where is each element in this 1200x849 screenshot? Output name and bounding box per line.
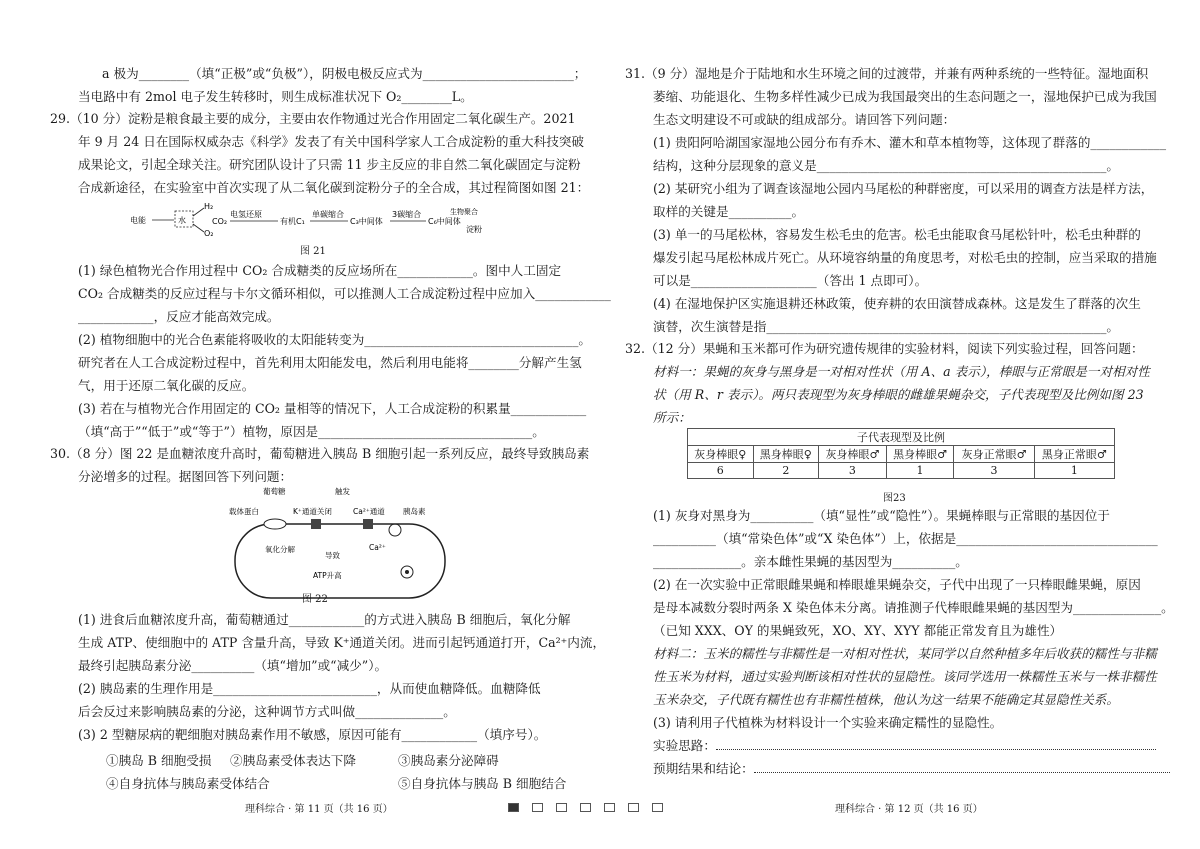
fig21-step1-label: 电氢还原 <box>230 210 262 219</box>
page-dot <box>508 803 519 812</box>
q32-stem: 32.（12 分）果蝇和玉米都可作为研究遗传规律的实验材料，阅读下列实验过程，回答问题： <box>625 341 1144 356</box>
fig21-h2-label: H₂ <box>204 202 214 211</box>
text-line: ____________，反应才能高效完成。 <box>78 309 280 324</box>
page-dot <box>628 803 639 812</box>
table-header: 灰身正常眼♂ <box>954 446 1034 463</box>
table-cell: 1 <box>886 463 954 479</box>
idea-label: 实验思路： <box>653 738 716 753</box>
text-line: (2) 胰岛素的生理作用是__________________________，从而使血糖降低。血糖降低 <box>78 681 541 696</box>
fig21-step3-label: 3碳缩合 <box>392 210 422 219</box>
figure-caption: 图 22 <box>302 594 328 605</box>
text-line: 后会反过来影响胰岛素的分泌，这种调节方式叫做______________。 <box>78 704 456 719</box>
figure-caption: 图 21 <box>300 246 326 257</box>
text-line: (2) 在一次实验中正常眼雌果蝇和棒眼雄果蝇杂交，子代中出现了一只棒眼雌果蝇，原因 <box>653 577 1141 592</box>
option-5: ⑤自身抗体与胰岛 B 细胞结合 <box>398 776 567 791</box>
fig21-o2-label: O₂ <box>204 229 214 238</box>
q30-stem: 30.（8 分）图 22 是血糖浓度升高时，葡萄糖进入胰岛 B 细胞引起一系列反应，最终导致胰岛素 <box>50 446 590 461</box>
text-line: (2) 植物细胞中的光合色素能将吸收的太阳能转变为__________________________________。 <box>78 332 591 347</box>
material-1-line: 所示： <box>653 410 691 425</box>
text-line: 结构，这种分层现象的意义是______________________________________________。 <box>653 158 1119 173</box>
text-line: (3) 单一的马尾松林，容易发生松毛虫的危害。松毛虫能取食马尾松针叶，松毛虫种群的 <box>653 227 1141 242</box>
text-line: (2) 某研究小组为了调查该湿地公园内马尾松的种群密度，可以采用的调查方法是样方法， <box>653 181 1154 196</box>
fig22-atp-label: ATP升高 <box>313 571 342 580</box>
text-line: (1) 贵阳阿哈湖国家湿地公园分布有乔木、灌木和草本植物等，这体现了群落的____________ <box>653 135 1166 150</box>
fig21-starch-label: 淀粉 <box>466 225 482 234</box>
page-indicator <box>508 797 676 816</box>
table-header: 灰身棒眼♂ <box>819 446 887 463</box>
material-2-line: 材料二：玉米的糯性与非糯性是一对相对性状，某同学以自然种植多年后收获的糯性与非糯 <box>653 646 1157 661</box>
text-line: (1) 进食后血糖浓度升高，葡萄糖通过____________的方式进入胰岛 B 细胞后，氧化分解 <box>78 612 571 627</box>
option-2: ②胰岛素受体表达下降 <box>230 753 356 768</box>
page-footer-right: 理科综合 · 第 12 页（共 16 页） <box>835 804 983 815</box>
text-line: (3) 2 型糖尿病的靶细胞对胰岛素作用不敏感，原因可能有____________（填序号）。 <box>78 727 547 742</box>
fig21-electric-label: 电能 <box>130 216 146 225</box>
text-line: 爆发引起马尾松林成片死亡。从环境容纳量的角度思考，对松毛虫的控制，应当采取的措施 <box>653 250 1157 265</box>
figure-23-table <box>687 428 1115 479</box>
page-dot <box>556 803 567 812</box>
text-line: 气，用于还原二氧化碳的反应。 <box>78 378 255 393</box>
table-header: 黑身正常眼♂ <box>1034 446 1114 463</box>
fig22-ca-channel-label: Ca²⁺通道 <box>353 507 385 516</box>
option-1: ①胰岛 B 细胞受损 <box>106 753 212 768</box>
text-line: 生成 ATP、使细胞中的 ATP 含量升高，导致 K⁺通道关闭。进而引起钙通道打开，Ca²⁺内流， <box>78 635 606 650</box>
experiment-idea-label <box>653 738 1156 754</box>
page-footer-left: 理科综合 · 第 11 页（共 16 页） <box>245 804 393 815</box>
figure-21-starch-synthesis-diagram <box>130 202 490 238</box>
text-line: 取样的关键是__________。 <box>653 204 805 219</box>
material-1-line: 状（用 R、r 表示）。两只表现型为灰身棒眼的雌雄果蝇杂交，子代表现型及比例如图 23 <box>653 387 1144 402</box>
answer-line <box>716 738 1156 750</box>
table-header: 灰身棒眼♀ <box>688 446 754 463</box>
text-line: 当电路中有 2mol 电子发生转移时，则生成标准状况下 O₂________L。 <box>78 89 473 104</box>
text-line: (3) 请利用子代植株为材料设计一个实验来确定糯性的显隐性。 <box>653 715 1003 730</box>
text-line: 萎缩、功能退化、生物多样性减少已成为我国最突出的生态问题之一，湿地保护已成为我国 <box>653 89 1157 104</box>
text-line: 研究者在人工合成淀粉过程中，首先利用太阳能发电，然后利用电能将________分解产生氢 <box>78 355 582 370</box>
answer-line <box>754 761 1170 773</box>
text-line: (1) 绿色植物光合作用过程中 CO₂ 合成糖类的反应场所在____________。图中人工固定 <box>78 263 562 278</box>
fig22-oxidation-label: 氧化分解 <box>265 545 295 554</box>
text-line: (4) 在湿地保护区实施退耕还林政策，使弃耕的农田演替成森林。这是发生了群落的次生 <box>653 296 1141 311</box>
text-line: ______________。亲本雌性果蝇的基因型为__________。 <box>653 554 968 569</box>
text-line: 成果论文，引起全球关注。研究团队设计了只需 11 步主反应的非自然二氧化碳固定与淀粉 <box>78 157 581 172</box>
text-line: 年 9 月 24 日在国际权威杂志《科学》发表了有关中国科学家人工合成淀粉的重大科技突破 <box>78 134 585 149</box>
material-2-line: 玉米杂交，子代既有糯性也有非糯性植株，他认为这一结果不能确定其显隐性关系。 <box>653 692 1119 707</box>
fig21-c1-label: 有机C₁ <box>280 217 305 226</box>
q31-stem: 31.（9 分）湿地是介于陆地和水生环境之间的过渡带，并兼有两种系统的一些特征。湿地面积 <box>625 66 1149 81</box>
text-line: __________（填“常染色体”或“X 染色体”）上，依据是________________________________ <box>653 531 1158 546</box>
table-cell: 2 <box>753 463 819 479</box>
page-dot <box>580 803 591 812</box>
table-title: 子代表现型及比例 <box>688 429 1115 446</box>
page-dot <box>532 803 543 812</box>
fig21-co2-label: CO₂ <box>212 217 228 226</box>
text-line: 合成新途径，在实验室中首次实现了从二氧化碳到淀粉分子的全合成，其过程简图如图 21： <box>78 180 590 195</box>
fig22-lead-label: 导致 <box>325 551 340 560</box>
text-line: CO₂ 合成糖类的反应过程与卡尔文循环相似，可以推测人工合成淀粉过程中应加入____________ <box>78 286 611 301</box>
table-cell: 3 <box>954 463 1034 479</box>
fig21-step4-label: 生物聚合 <box>450 208 478 216</box>
fig22-ca-ion-label: Ca²⁺ <box>369 543 386 552</box>
table-cell: 3 <box>819 463 887 479</box>
fig21-water-label: 水 <box>178 216 186 225</box>
text-line: （已知 XXX、OY 的果蝇致死，XO、XY、XYY 都能正常发育且为雄性） <box>653 623 1063 638</box>
fig22-glucose-label: 葡萄糖 <box>263 487 286 496</box>
page-dot <box>652 803 663 812</box>
option-4: ④自身抗体与胰岛素受体结合 <box>106 776 270 791</box>
text-line: (3) 若在与植物光合作用固定的 CO₂ 量相等的情况下，人工合成淀粉的积累量____________ <box>78 401 587 416</box>
text-line: 是母本减数分裂时两条 X 染色体未分离。请推测子代棒眼雌果蝇的基因型为______________。 <box>653 600 1174 615</box>
material-2-line: 性玉米为材料，通过实验判断该相对性状的显隐性。该同学选用一株糯性玉米与一株非糯性 <box>653 669 1157 684</box>
text-line: (1) 灰身对黑身为__________（填“显性”或“隐性”）。果蝇棒眼与正常眼的基因位于 <box>653 508 1110 523</box>
fig22-trigger-label: 触发 <box>335 487 350 496</box>
fig22-carrier-label: 载体蛋白 <box>229 507 259 516</box>
material-1-line: 材料一：果蝇的灰身与黑身是一对相对性状（用 A、a 表示），棒眼与正常眼是一对相对性 <box>653 364 1150 379</box>
result-label: 预期结果和结论： <box>653 761 754 776</box>
option-3: ③胰岛素分泌障碍 <box>398 753 499 768</box>
text-line: 演替，次生演替是指______________________________________________________。 <box>653 319 1119 334</box>
fig21-c6-label: C₆中间体 <box>428 217 461 226</box>
text-line: 生态文明建设不可或缺的组成部分。请回答下列问题： <box>653 112 956 127</box>
text-line: a 极为________（填“正极”或“负极”），阴极电极反应式为________________________； <box>102 66 587 81</box>
table-cell: 1 <box>1034 463 1114 479</box>
text-line: 最终引起胰岛素分泌__________（填“增加”或“减少”）。 <box>78 658 388 673</box>
text-line: （填“高于”“低于”或“等于”）植物，原因是__________________________________。 <box>78 424 545 439</box>
q29-stem: 29.（10 分）淀粉是粮食最主要的成分，主要由农作物通过光合作用固定二氧化碳生产。2021 <box>50 111 576 126</box>
text-line: 分泌增多的过程。据图回答下列问题： <box>78 469 293 484</box>
fig22-insulin-label: 胰岛素 <box>403 507 426 516</box>
text-line: 可以是____________________（答出 1 点即可）。 <box>653 273 928 288</box>
fig22-k-channel-label: K⁺通道关闭 <box>293 507 332 516</box>
table-header: 黑身棒眼♂ <box>886 446 954 463</box>
fig21-step2-label: 单碳缩合 <box>312 210 344 219</box>
expected-result-label <box>653 761 1170 777</box>
table-header: 黑身棒眼♀ <box>753 446 819 463</box>
figure-caption: 图23 <box>883 493 906 504</box>
fig21-c3-label: C₃中间体 <box>350 217 383 226</box>
table-cell: 6 <box>688 463 754 479</box>
figure-22-insulin-secretion-diagram <box>225 486 455 628</box>
page-dot <box>604 803 615 812</box>
